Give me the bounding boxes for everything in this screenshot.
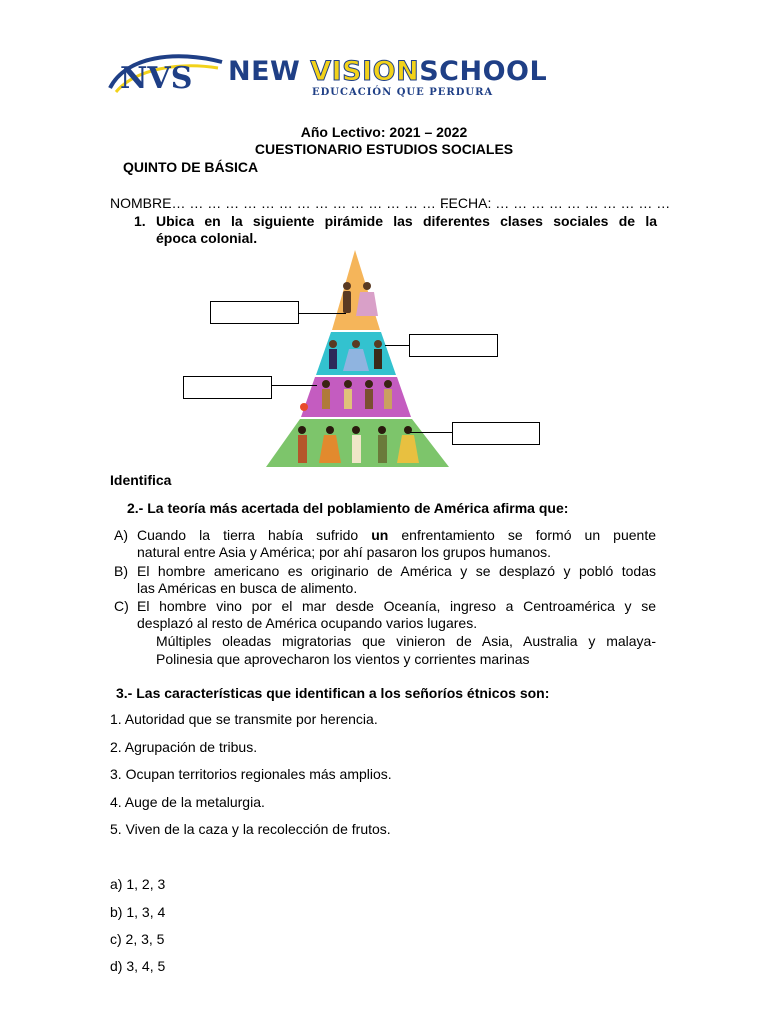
pyramid-answer-box-1[interactable] (210, 301, 299, 324)
document-title: CUESTIONARIO ESTUDIOS SOCIALES (254, 141, 514, 157)
name-field[interactable]: NOMBRE… … … … … … … … … … … … … … … … (110, 195, 454, 211)
option-a-letter: A) (114, 527, 128, 543)
school-name-vision: VISION (310, 56, 420, 87)
option-c-line1: El hombre vino por el mar desde Oceanía, ingreso a Centroamérica y se (137, 598, 656, 614)
school-name-school: SCHOOL (419, 56, 548, 87)
question-1-number: 1. (134, 213, 146, 229)
option-b-line1: El hombre americano es originario de América y se desplazó y pobló todas (137, 563, 656, 579)
answer-option-a[interactable]: a) 1, 2, 3 (110, 876, 166, 892)
pyramid-answer-box-4[interactable] (452, 422, 540, 445)
grade-label: QUINTO DE BÁSICA (123, 159, 259, 175)
social-classes-pyramid (260, 250, 460, 470)
logo-letters: NVS (120, 61, 193, 96)
pyramid-answer-box-3[interactable] (183, 376, 272, 399)
option-b-letter: B) (114, 563, 128, 579)
date-field[interactable]: FECHA: … … … … … … … … … … (440, 195, 671, 211)
pyramid-level-1 (332, 250, 380, 330)
characteristic-item: 3. Ocupan territorios regionales más amplios. (110, 766, 392, 782)
answer-option-d[interactable]: d) 3, 4, 5 (110, 958, 166, 974)
answer-option-c[interactable]: c) 2, 3, 5 (110, 931, 165, 947)
option-a-line2: natural entre Asia y América; por ahí pasaron los grupos humanos. (137, 544, 552, 560)
option-b-line2: las Américas en busca de alimento. (137, 580, 358, 596)
option-d-line1: Múltiples oleadas migratorias que vinieron de Asia, Australia y malaya- (156, 633, 656, 649)
question-1-line1: Ubica en la siguiente pirámide las diferentes clases sociales de la (156, 213, 657, 229)
school-name (228, 56, 547, 87)
characteristic-item: 1. Autoridad que se transmite por herencia. (110, 711, 378, 727)
pyramid-level-3 (301, 377, 411, 417)
characteristic-item: 5. Viven de la caza y la recolección de frutos. (110, 821, 391, 837)
characteristic-item: 4. Auge de la metalurgia. (110, 794, 265, 810)
connector-line (271, 385, 317, 386)
option-c-line2: desplazó al resto de América ocupando varios lugares. (137, 615, 478, 631)
school-year: Año Lectivo: 2021 – 2022 (300, 124, 468, 140)
question-2-title: 2.- La teoría más acertada del poblamiento de América afirma que: (127, 500, 569, 516)
school-name-new: NEW (228, 56, 311, 87)
question-3-title: 3.- Las características que identifican a los señoríos étnicos son: (116, 685, 550, 701)
connector-line (385, 345, 409, 346)
logo-emblem-icon (106, 48, 226, 104)
connector-line (410, 432, 452, 433)
school-motto: EDUCACIÓN QUE PERDURA (312, 87, 494, 98)
option-a-line1: Cuando la tierra había sufrido un enfrentamiento se formó un puente (137, 527, 657, 543)
pyramid-answer-box-2[interactable] (409, 334, 498, 357)
option-c-letter: C) (114, 598, 129, 614)
answer-option-b[interactable]: b) 1, 3, 4 (110, 904, 166, 920)
question-1-line2: época colonial. (156, 230, 258, 246)
option-d-line2: Polinesia que aprovecharon los vientos y corrientes marinas (156, 651, 530, 667)
characteristic-item: 2. Agrupación de tribus. (110, 739, 258, 755)
connector-line (298, 313, 346, 314)
section-label: Identifica (110, 472, 172, 488)
